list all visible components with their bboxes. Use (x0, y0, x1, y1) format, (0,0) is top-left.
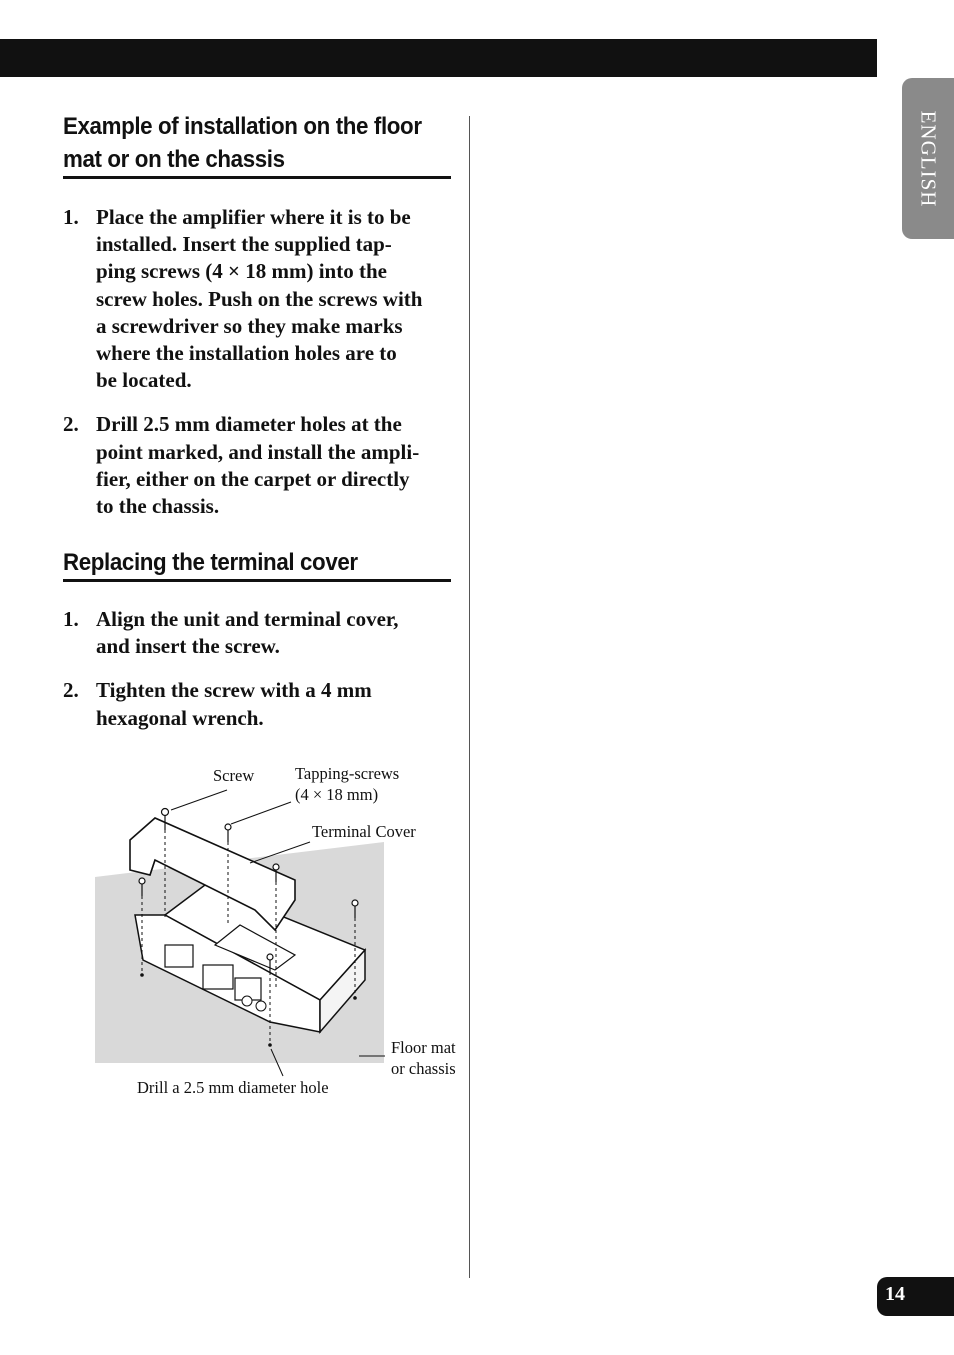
hole-mark (140, 973, 144, 977)
terminal-cover-steps (63, 606, 455, 749)
list-item (63, 411, 455, 520)
terminal-block (165, 945, 193, 967)
section-title-floor-installation (63, 110, 424, 176)
step-line: point marked, and install the ampli- (96, 439, 420, 464)
step-line: Align the unit and terminal cover, (96, 607, 399, 631)
section-title-terminal-cover: Replacing the terminal cover (63, 549, 358, 576)
list-item (63, 606, 455, 660)
figure-label-drill-hole: Drill a 2.5 mm diameter hole (137, 1078, 329, 1097)
rca-jack (256, 1001, 266, 1011)
step-number: 1. (63, 205, 79, 229)
step-line: hexagonal wrench. (96, 705, 264, 730)
figure-label-line: Tapping-screws (295, 764, 400, 783)
leader-line (171, 790, 227, 810)
screw-head (162, 809, 169, 816)
rca-jack (242, 996, 252, 1006)
section-title-line: Example of installation on the floor (63, 113, 422, 140)
step-line: installed. Insert the supplied tap- (96, 232, 392, 257)
step-line: where the installation holes are to (96, 341, 397, 366)
section-rule (63, 579, 451, 582)
screw-head (273, 864, 279, 870)
figure-label-tapping-screws (295, 763, 399, 805)
screw-head (139, 878, 145, 884)
step-line: Tighten the screw with a 4 mm (96, 678, 372, 703)
step-line: screw holes. Push on the screws with (96, 286, 423, 311)
figure-label-line: or chassis (391, 1059, 456, 1078)
screw-head (267, 954, 273, 960)
page-number: 14 (885, 1283, 905, 1305)
step-line: to the chassis. (96, 494, 220, 519)
header-bar (0, 39, 877, 77)
section-title-line: mat or on the chassis (63, 146, 285, 173)
screw-head (225, 824, 231, 830)
step-number: 2. (63, 678, 79, 703)
page-number-badge (877, 1277, 954, 1316)
hole-mark (268, 1043, 272, 1047)
figure-label-floor-mat (391, 1037, 456, 1079)
list-item (63, 204, 455, 394)
figure-label-terminal-cover: Terminal Cover (312, 822, 416, 841)
terminal-block (203, 965, 233, 989)
section-rule (63, 176, 451, 179)
step-line: a screwdriver so they make marks (96, 313, 403, 338)
step-line: Place the amplifier where it is to be (96, 205, 411, 229)
figure-label-screw: Screw (213, 766, 255, 785)
language-tab-label: ENGLISH (916, 110, 941, 207)
hole-mark (353, 996, 357, 1000)
step-line: Drill 2.5 mm diameter holes at the (96, 412, 402, 437)
installation-steps (63, 204, 455, 537)
step-line: and insert the screw. (96, 634, 280, 659)
step-line: fier, either on the carpet or directly (96, 466, 410, 491)
step-number: 1. (63, 607, 79, 631)
leader-line (231, 802, 291, 824)
screw-head (352, 900, 358, 906)
step-line: ping screws (4 × 18 mm) into the (96, 259, 387, 284)
list-item (63, 677, 455, 731)
installation-figure (95, 760, 475, 1105)
figure-label-line: Floor mat (391, 1038, 456, 1057)
step-number: 2. (63, 412, 79, 437)
figure-label-line: (4 × 18 mm) (295, 785, 379, 804)
language-tab (902, 78, 954, 239)
step-line: be located. (96, 368, 192, 393)
